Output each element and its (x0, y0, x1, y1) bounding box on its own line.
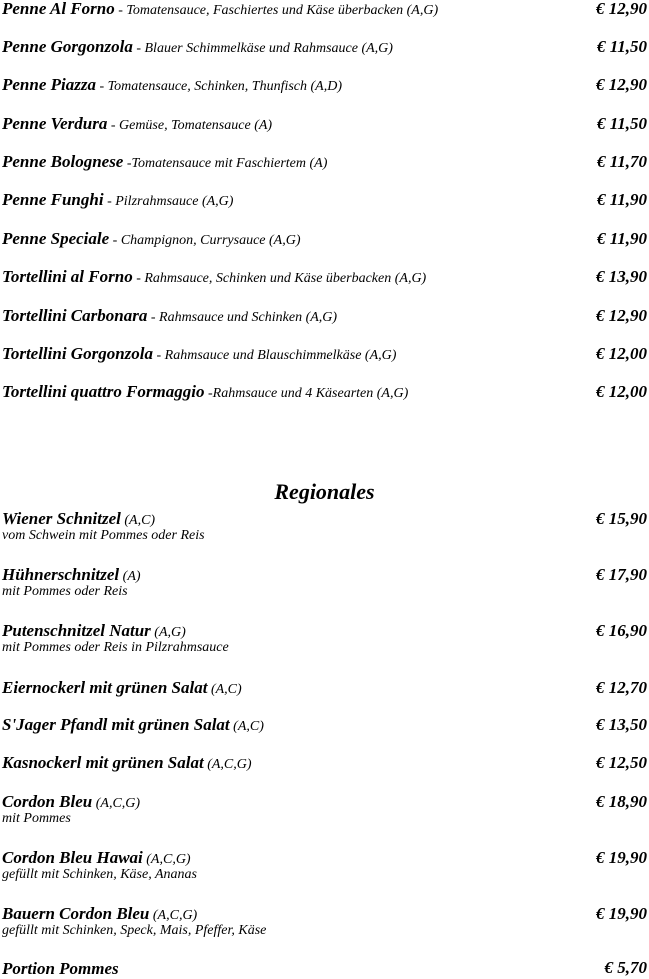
dish-description: Pilzrahmsauce (A,G) (115, 194, 234, 209)
dish-price: € 12,50 (596, 753, 647, 772)
menu-item (2, 753, 649, 773)
dish-price: € 19,90 (596, 848, 647, 867)
menu-item (2, 190, 649, 210)
dish-price: € 12,90 (596, 75, 647, 94)
dish-description: Rahmsauce und Blauschimmelkäse (A,G) (164, 348, 397, 363)
menu-item (2, 75, 649, 95)
dish-separator: - (107, 118, 119, 133)
dish-allergens: (A,C) (120, 513, 156, 528)
menu-item (2, 306, 649, 326)
dish-price: € 17,90 (596, 565, 647, 584)
menu-item (2, 621, 649, 655)
dish-name: Tortellini al Forno (2, 267, 133, 286)
dish-allergens: (A,C) (229, 719, 264, 734)
dish-name: Hühnerschnitzel (2, 565, 120, 584)
dish-description: gefüllt mit Schinken, Käse, Ananas (2, 867, 197, 882)
dish-description: vom Schwein mit Pommes oder Reis (2, 528, 205, 543)
dish-price: € 15,90 (596, 509, 647, 528)
dish-name: Penne Funghi (2, 190, 104, 209)
dish-allergens: (A,C,G) (142, 852, 191, 867)
dish-price: € 13,90 (596, 267, 647, 286)
menu-item (2, 958, 649, 978)
dish-separator: - (109, 233, 121, 248)
dish-name: Cordon Bleu (2, 792, 93, 811)
dish-separator: - (147, 310, 160, 325)
dish-price: € 13,50 (596, 715, 647, 734)
dish-separator: - (153, 348, 165, 363)
menu-item (2, 0, 649, 19)
dish-separator: - (132, 41, 145, 56)
dish-name: Wiener Schnitzel (2, 509, 121, 528)
dish-allergens: (A,C) (207, 682, 242, 697)
menu-item (2, 904, 649, 938)
dish-description: Champignon, Currysauce (A,G) (120, 233, 301, 248)
dish-price: € 11,90 (596, 190, 647, 209)
dish-description: Tomatensauce, Faschiertes und Käse überbacken (A,G) (126, 3, 439, 18)
menu-item (2, 848, 649, 882)
section-title: Regionales (274, 479, 375, 504)
dish-description: mit Pommes oder Reis (2, 584, 128, 599)
dish-description: Blauer Schimmelkäse und Rahmsauce (A,G) (144, 41, 393, 56)
dish-allergens: (A,C,G) (92, 796, 141, 811)
dish-name: S'Jager Pfandl mit grünen Salat (2, 715, 230, 734)
dish-description: Tomatensauce mit Faschiertem (A) (131, 156, 328, 171)
dish-description: Rahmsauce und 4 Käsearten (A,G) (212, 386, 409, 401)
dish-separator: - (204, 386, 213, 401)
dish-name: Penne Al Forno (2, 0, 115, 18)
dish-name: Tortellini Carbonara (2, 306, 148, 325)
menu-item (2, 229, 649, 249)
dish-allergens: (A) (119, 569, 141, 584)
dish-allergens: (A,C,G) (149, 908, 198, 923)
menu-item (2, 792, 649, 826)
dish-price: € 11,50 (596, 37, 647, 56)
menu-item (2, 382, 649, 402)
menu-item (2, 715, 649, 735)
menu-item (2, 37, 649, 57)
dish-name: Kasnockerl mit grünen Salat (2, 753, 204, 772)
dish-separator: - (132, 271, 145, 286)
dish-name: Portion Pommes (2, 959, 119, 978)
dish-name: Tortellini Gorgonzola (2, 344, 153, 363)
dish-name: Cordon Bleu Hawai (2, 848, 143, 867)
dish-price: € 19,90 (596, 904, 647, 923)
dish-separator: - (95, 79, 108, 94)
dish-name: Eiernockerl mit grünen Salat (2, 678, 208, 697)
dish-name: Penne Speciale (2, 229, 110, 248)
dish-price: € 12,90 (596, 0, 647, 18)
dish-description: mit Pommes (2, 811, 71, 826)
dish-price: € 12,90 (596, 306, 647, 325)
dish-allergens: (A,G) (150, 625, 186, 640)
menu-item (2, 678, 649, 698)
dish-description: Tomatensauce, Schinken, Thunfisch (A,D) (107, 79, 342, 94)
dish-name: Penne Verdura (2, 114, 108, 133)
dish-name: Bauern Cordon Bleu (2, 904, 150, 923)
dish-price: € 18,90 (596, 792, 647, 811)
dish-separator: - (114, 3, 127, 18)
dish-name: Penne Gorgonzola (2, 37, 133, 56)
dish-price: € 12,00 (596, 344, 647, 363)
dish-allergens: (A,C,G) (203, 757, 252, 772)
dish-description: mit Pommes oder Reis in Pilzrahmsauce (2, 640, 229, 655)
dish-description: Rahmsauce, Schinken und Käse überbacken (A,G) (144, 271, 427, 286)
dish-separator: - (123, 156, 132, 171)
dish-name: Tortellini quattro Formaggio (2, 382, 205, 401)
dish-description: Rahmsauce und Schinken (A,G) (159, 310, 338, 325)
dish-description: Gemüse, Tomatensauce (A) (119, 118, 273, 133)
menu-item (2, 344, 649, 364)
dish-price: € 11,70 (596, 152, 647, 171)
dish-price: € 11,90 (596, 229, 647, 248)
dish-name: Penne Piazza (2, 75, 96, 94)
dish-separator: - (103, 194, 116, 209)
dish-price: € 12,70 (596, 678, 647, 697)
dish-price: € 12,00 (596, 382, 647, 401)
menu-item (2, 565, 649, 599)
dish-name: Putenschnitzel Natur (2, 621, 151, 640)
menu-item (2, 509, 649, 543)
dish-description: gefüllt mit Schinken, Speck, Mais, Pfeffer, Käse (2, 923, 267, 938)
dish-name: Penne Bolognese (2, 152, 124, 171)
dish-price: € 11,50 (596, 114, 647, 133)
menu-item (2, 152, 649, 172)
menu-item (2, 267, 649, 287)
menu-item (2, 114, 649, 134)
dish-price: € 16,90 (596, 621, 647, 640)
dish-price: € 5,70 (604, 958, 647, 977)
